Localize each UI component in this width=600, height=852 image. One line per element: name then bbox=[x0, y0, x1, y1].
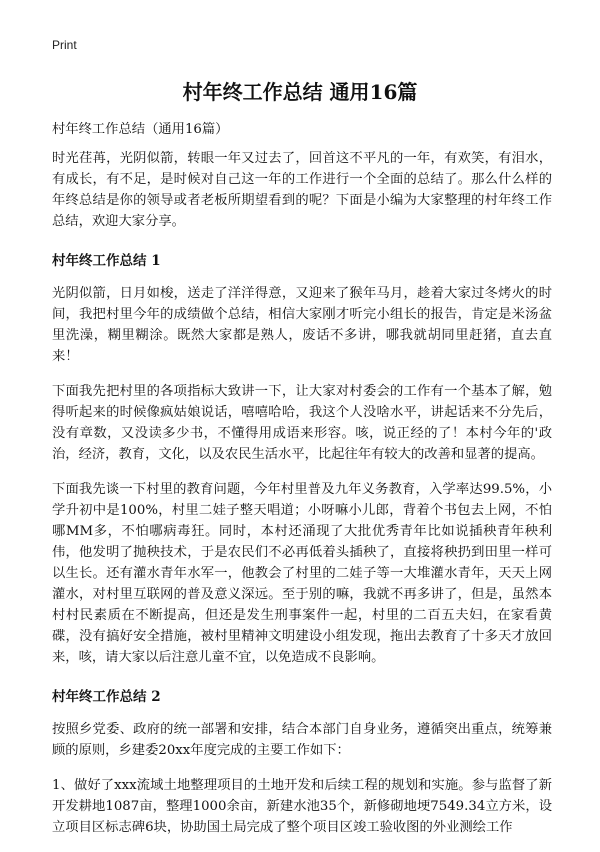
page-title: 村年终工作总结 通用16篇 bbox=[182, 80, 418, 104]
section-2-paragraph-1: 按照乡党委、政府的统一部署和安排，结合本部门自身业务，遵循突出重点，统筹兼顾的原则，乡建委20xx年度完成的主要工作如下： bbox=[52, 722, 552, 758]
section-1-paragraph-2: 下面我先把村里的各项指标大致讲一下，让大家对村委会的工作有一个基本了解，勉得听起来的时候像疯姑娘说话，嘻嘻哈哈，我这个人没啥水平，讲起话来不分先后，没有章数，又没读多少书，不懂得用成语来形容。咳，说正经的了！本村今年的'政治，经济，教育，文化，以及农民生活水平，比起往年有较大的改善和显著的提高。 bbox=[52, 384, 552, 462]
print-label[interactable]: Print bbox=[52, 38, 77, 52]
section-heading-1: 村年终工作总结 1 bbox=[52, 253, 161, 269]
section-2-paragraph-2: 1、做好了xxx流域土地整理项目的土地开发和后续工程的规划和实施。参与监督了新开发耕地1087亩，整理1000余亩，新建水池35个，新修砌地埂7549.34立方米，设立项目区标志碑6块，协助国土局完成了整个项目区竣工验收图的外业测绘工作 bbox=[52, 778, 552, 835]
document-subtitle: 村年终工作总结（通用16篇） bbox=[52, 122, 229, 137]
intro-paragraph: 时光荏苒，光阴似箭，转眼一年又过去了，回首这不平凡的一年，有欢笑，有泪水，有成长，有不足，是时候对自己这一年的工作进行一个全面的总结了。那么什么样的年终总结是你的领导或者老板所期望看到的呢？下面是小编为大家整理的村年终工作总结，欢迎大家分享。 bbox=[52, 151, 552, 229]
document-body bbox=[52, 119, 552, 852]
section-heading-2: 村年终工作总结 2 bbox=[52, 689, 161, 705]
section-1-paragraph-3: 下面我先谈一下村里的教育问题，今年村里普及九年义务教育，入学率达99.5%，小学升初中是100%，村里二娃子整天唱道；小呀嘛小儿郎，背着个书包去上网，不怕哪MM多，不怕哪病毒狂。同时，本村还涌现了大批优秀青年比如说插秧青年秧利伟，他发明了抛秧技术，于是农民们不必再低着头插秧了，直接将秧扔到田里一样可以生长。还有灌水青年水军一，他教会了村里的二娃子等一大堆灌水青年，天天上网灌水，对村里互联网的普及意义深远。至于别的嘛，我就不再多讲了，但是，虽然本村村民素质在不断提高，但还是发生刑事案件一起，村里的二百五夫妇，在家看黄碟，没有搞好安全措施，被村里精神文明建设小组发现，拖出去教育了十多天才放回来，咳，请大家以后注意儿童不宜，以免造成不良影响。 bbox=[52, 482, 552, 665]
section-1-paragraph-1: 光阴似箭，日月如梭，送走了洋洋得意，又迎来了猴年马月，趁着大家过冬烤火的时间，我把村里今年的成绩做个总结，相信大家刚才听完小组长的报告，肯定是米汤盆里洗澡，糊里糊涂。既然大家都是熟人，废话不多讲，哪我就胡同里赶猪，直去直来！ bbox=[52, 286, 552, 364]
